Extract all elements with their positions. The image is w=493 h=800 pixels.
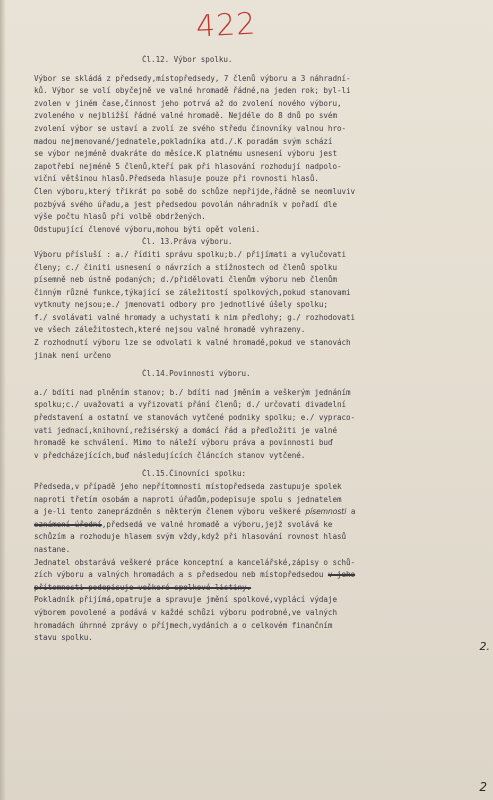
text-line: spolku;c./ uvažovati a vyřizovati přání členů; d./ určovati divadelní (34, 400, 347, 410)
struck-line: přítomnosti podepisuje veškeré spolkové listiny. (34, 582, 252, 592)
text-line: členy; c./ činiti usnesení o návrzích a stížnostech od členů spolku (34, 262, 337, 272)
page-number: 422 (195, 6, 258, 45)
text-line: ků. Výbor se volí obyčejně ve valné hromadě řádné,na jeden rok; byl-li (34, 86, 351, 96)
text-line: pozbývá svého úřadu,a jest předsedou povolán náhradník v pořadí dle (34, 199, 337, 209)
section-heading-14: Čl.14.Povinnosti výboru. (142, 369, 251, 379)
text-line: představení a ostatní ve stanovách vytčené podniky spolku; e./ vypraco- (34, 413, 356, 423)
text-line (34, 569, 474, 582)
text-line: hromadě ke schválení. Mimo to náleží výboru práva a povinnosti buď (34, 438, 333, 448)
text-line: Jednatel obstarává veškeré práce konceptní a kancelářské,zápisy o schů- (34, 557, 356, 567)
text-line: Člen výboru,který třikrát po sobě do schůze nepřijde,řádně se neomluviv (34, 186, 356, 196)
section-heading-15: Čl.15.Činovníci spolku: (142, 469, 247, 479)
typed-text (34, 54, 474, 645)
text-line: f./ svolávati valné hromady a uchystati k nim předlohy; g./ rozhodovati (34, 312, 356, 322)
text-line: Pokladník přijímá,opatruje a spravuje jmění spolkové,vyplácí výdaje (34, 595, 337, 605)
struck-text: oznámení úřední (34, 519, 102, 529)
text-line: a je-li tento zaneprázdněn s některým členem výboru veškeré písemnosti a (34, 507, 356, 517)
text-line: zvolen v jiném čase,činnost jeho potrvá až do zvolení nového výboru, (34, 98, 342, 108)
section-heading-13: Čl. 13.Práva výboru. (142, 237, 233, 247)
text-span: zích výboru a valných hromadách a s předsedou neb místopředsedou (34, 570, 324, 580)
text-line: výše počtu hlasů při volbě obdržených. (34, 212, 206, 222)
text-line: Výboru přísluší : a./ říditi správu spolku;b./ přijímati a vylučovati (34, 249, 347, 259)
text-line: madou nejmenované/jednatele,pokladníka atd./.K poradám svým schází (34, 136, 333, 146)
text-line: naproti třetím osobám a naproti úřadům,podepisuje spolu s jednatelem (34, 494, 342, 504)
handwritten-insertion: písemnosti (305, 507, 347, 517)
text-line: v předcházejících,buď následujících článcích stanov vytčené. (34, 450, 306, 460)
text-line: Výbor se skládá z předsedy,místopředsedy, 7 členů výboru a 3 náhradní- (34, 73, 351, 83)
text-line: vytknuty nejsou;e./ jmenovati odbory pro jednotlivé úšely spolku; (34, 300, 328, 310)
text-line: zvolení výbor se ustaví a zvolí ze svého středu činovníky valnou hro- (34, 123, 347, 133)
text-line: nastane. (34, 544, 71, 554)
text-line: jinak není určeno (34, 350, 111, 360)
margin-mark: 2. (479, 640, 490, 653)
text-line: Předseda,v případě jeho nepřítomnosti místopředseda zastupuje spolek (34, 482, 342, 491)
text-line (34, 519, 474, 532)
section-heading-12: Čl.12. Výbor spolku. (142, 55, 233, 64)
text-line: schůzím a rozhoduje hlasem svým vždy,když při hlasování rovnost hlasů (34, 532, 347, 542)
text-line: zapotřebí nejméně 5 členů,kteří pak při hlasování rozhodují nadpolo- (34, 161, 342, 171)
corner-mark: 2 (479, 780, 487, 794)
text-line: vati jednací,knihovní,režisérský a domácí řád a předložiti je valné (34, 425, 337, 435)
text-line: ve všech záležitostech,které nejsou valné hromadě vyhrazeny. (34, 325, 306, 335)
struck-text: v jeho (327, 570, 356, 580)
text-line: a./ bdíti nad plněním stanov; b./ bdíti nad jměním a veškerým jednáním (34, 387, 351, 397)
text-line: viční většinou hlasů.Předseda hlasuje pouze při rovnosti hlasů. (34, 174, 319, 184)
text-line: písemně neb ústně podaných; d./přidělovati členům výboru neb členům (34, 275, 337, 285)
text-line: Z rozhodnutí výboru lze se odvolati k valné hromadě,pokud ve stanovách (34, 338, 351, 348)
text-line: stavu spolku. (34, 633, 93, 643)
text-span: ,předsedá ve valné hromadě a výboru,jejž svolává ke (101, 519, 333, 529)
text-line: se výbor nejméně dvakráte do měsíce.K platnému usnesení výboru jest (34, 149, 337, 159)
text-span: a je-li tento zaneprázdněn s některým členem výboru veškeré (34, 507, 301, 517)
text-line: zvoleného v nejbližší řádné valné hromadě. Nejdéle do 8 dnů po svém (34, 111, 337, 121)
text-line: výborem povolené a podává v každé schůzi výboru podrobné,ve valných (34, 607, 337, 617)
text-line: činným různé funkce,týkající se záležitostí spolkových,pokud stanovami (34, 287, 351, 297)
text-line: Odstupující členové výboru,mohou býti opět voleni. (34, 224, 261, 234)
text-line: hromadách úhrnné zprávy o příjmech,vydáních a o celkovém finančním (34, 620, 333, 630)
